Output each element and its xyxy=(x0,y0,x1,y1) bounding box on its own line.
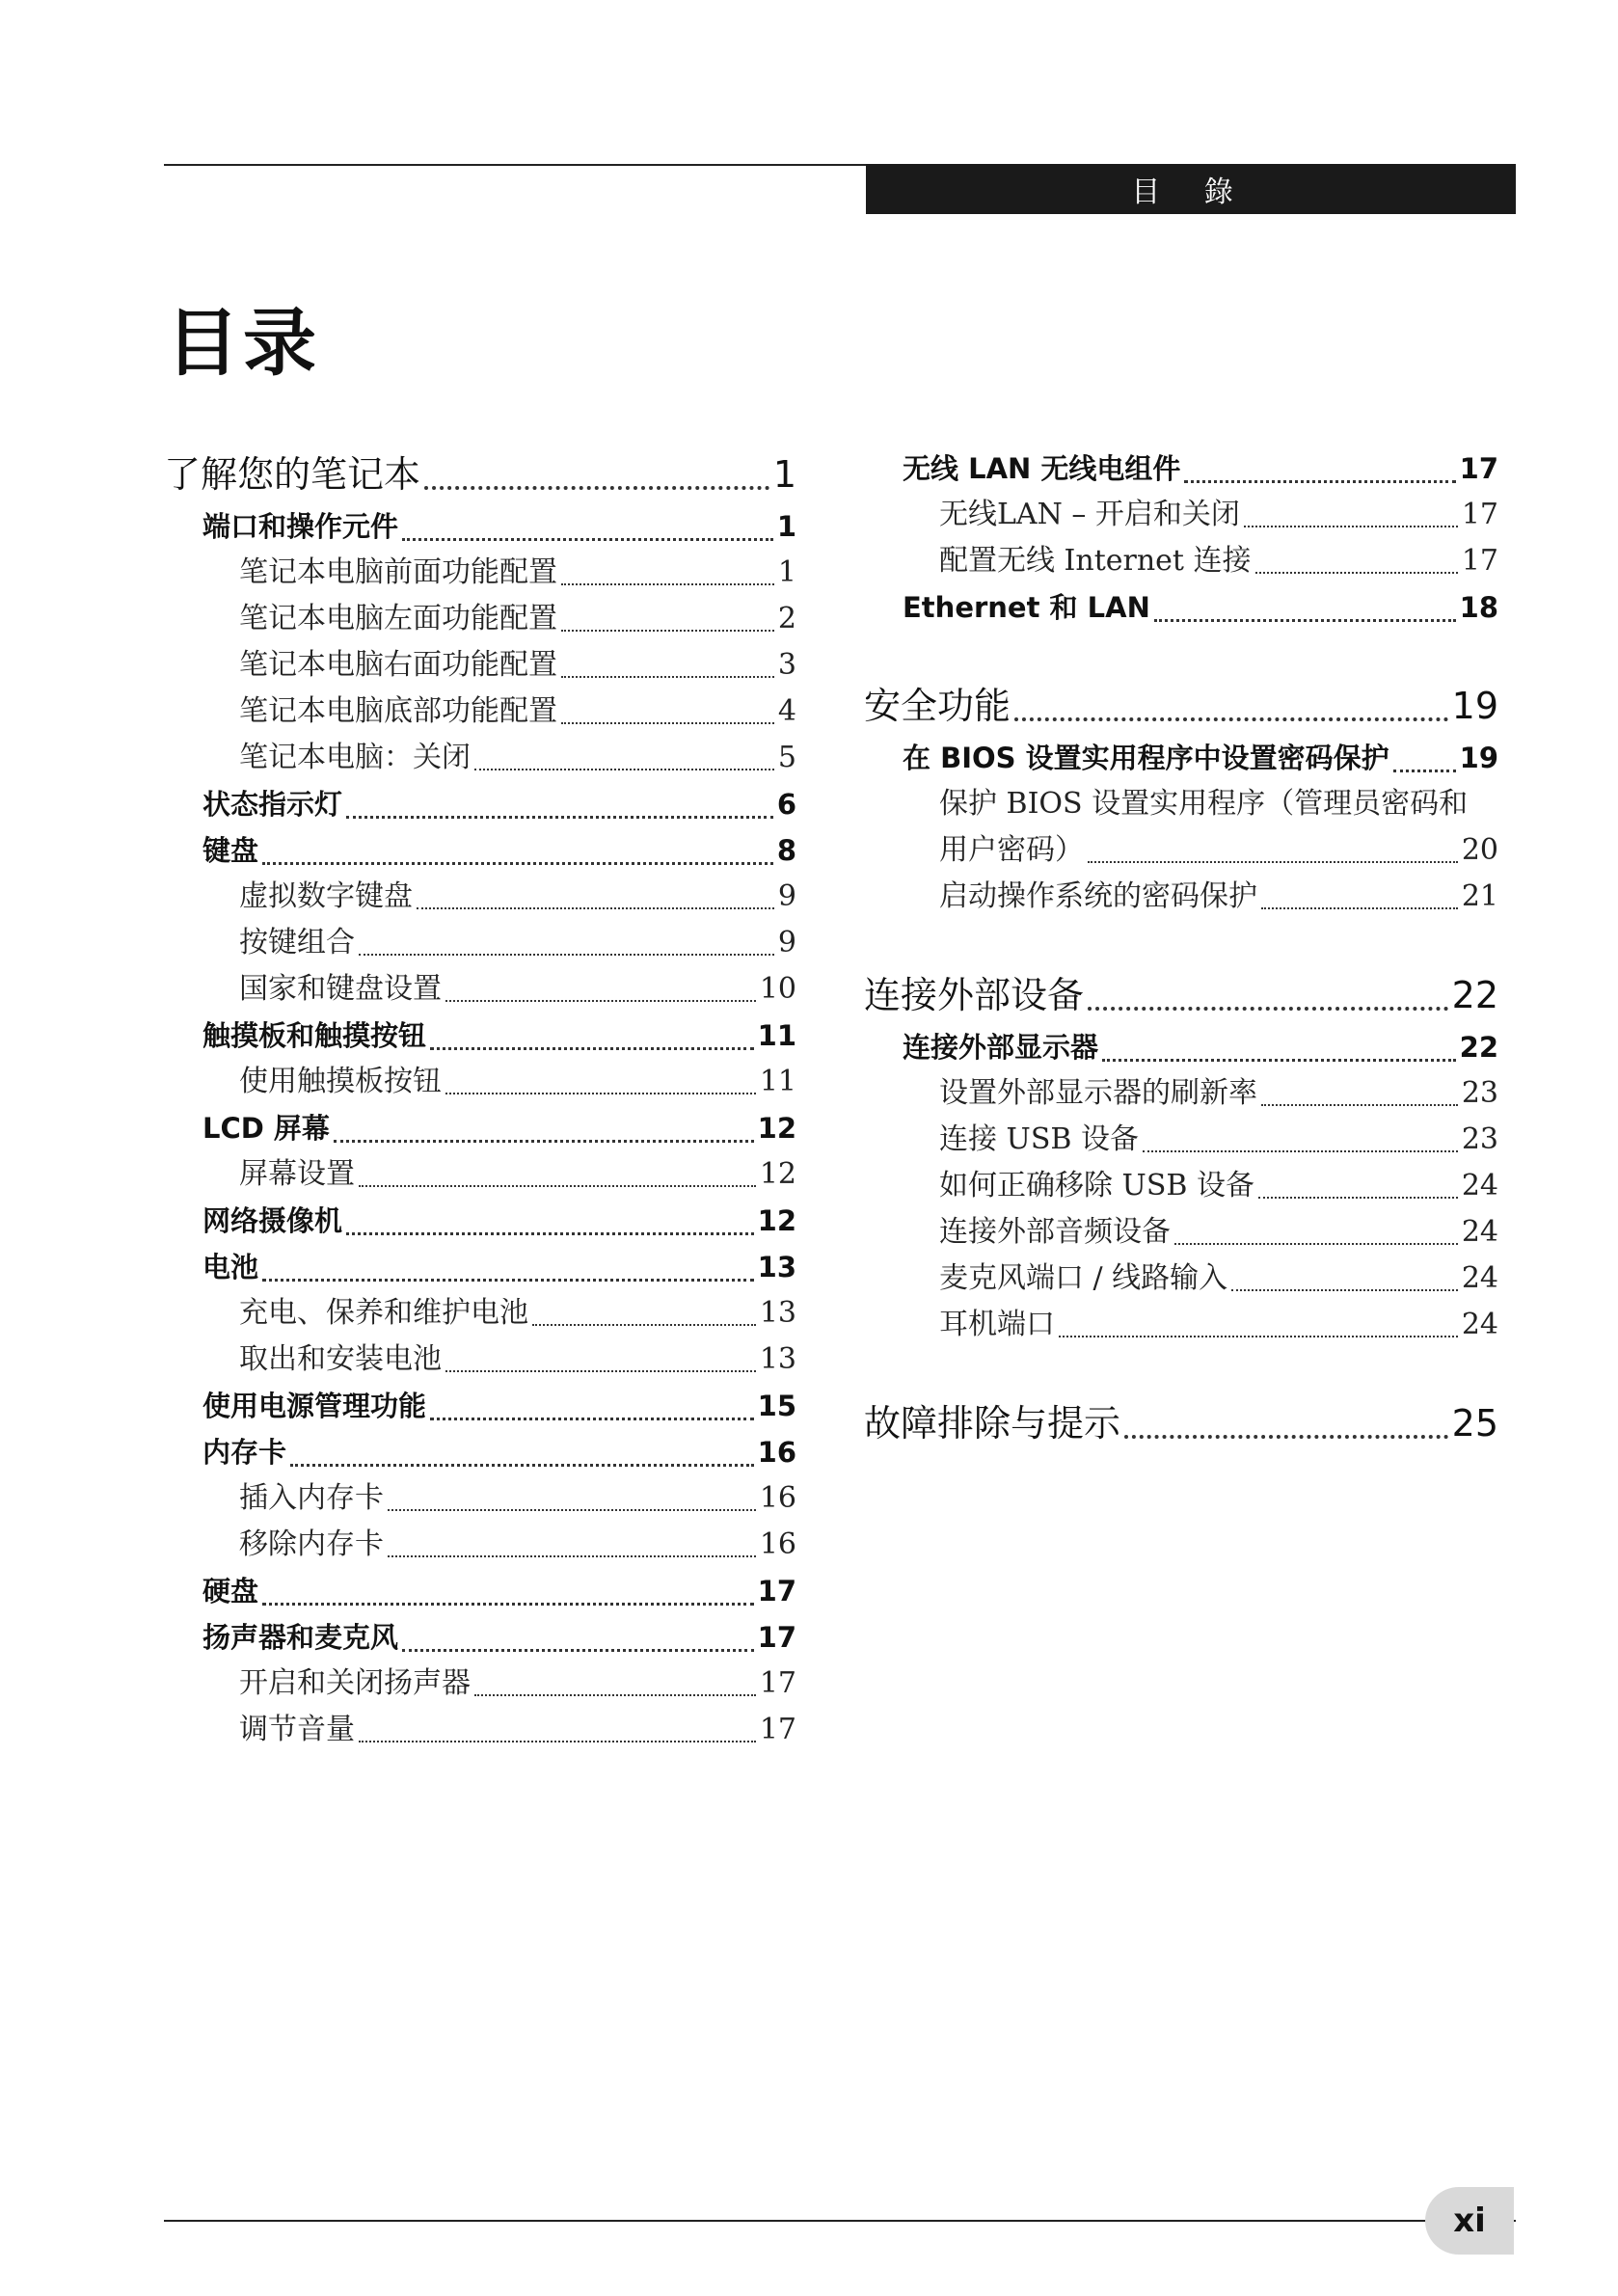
dot-leader xyxy=(262,1279,754,1282)
toc-entry-level-2[interactable] xyxy=(164,1105,796,1151)
toc-entry-page: 17 xyxy=(759,1666,796,1700)
toc-entry-level-2[interactable] xyxy=(164,1383,796,1429)
toc-entry-level-2[interactable] xyxy=(864,584,1498,631)
toc-entry-label: 网络摄像机 xyxy=(202,1204,343,1237)
dot-leader xyxy=(359,1741,756,1742)
toc-entry-label: 笔记本电脑前面功能配置 xyxy=(239,555,557,589)
toc-entry-level-3[interactable] xyxy=(864,538,1498,584)
dot-leader xyxy=(346,1232,754,1235)
dot-leader xyxy=(359,954,774,956)
dot-leader xyxy=(561,676,774,678)
toc-entry-level-3[interactable] xyxy=(864,874,1498,920)
toc-entry-level-3[interactable] xyxy=(864,1070,1498,1117)
toc-entry-level-3[interactable] xyxy=(864,492,1498,538)
toc-entry-label: 连接 USB 设备 xyxy=(939,1122,1139,1156)
toc-entry-page: 18 xyxy=(1459,591,1498,624)
toc-left-column xyxy=(164,446,796,1753)
toc-entry-label: 使用触摸板按钮 xyxy=(239,1065,442,1098)
dot-leader xyxy=(359,1185,756,1187)
toc-entry-level-2[interactable] xyxy=(864,735,1498,781)
toc-entry-page: 2 xyxy=(777,602,796,635)
toc-entry-label: 启动操作系统的密码保护 xyxy=(939,879,1257,913)
toc-entry-label: 设置外部显示器的刷新率 xyxy=(939,1076,1257,1110)
dot-leader xyxy=(346,816,773,819)
toc-entry-level-1[interactable] xyxy=(864,677,1498,735)
toc-entry-page: 10 xyxy=(759,972,796,1006)
toc-entry-page: 1 xyxy=(776,510,796,543)
dot-leader xyxy=(561,583,774,585)
toc-entry-level-1[interactable] xyxy=(164,446,796,503)
toc-entry-label: 了解您的笔记本 xyxy=(164,453,421,496)
toc-entry-page: 8 xyxy=(776,834,796,867)
dot-leader xyxy=(1255,572,1458,574)
dot-leader xyxy=(1231,1289,1458,1291)
toc-entry-level-2[interactable] xyxy=(164,827,796,874)
toc-entry-level-2[interactable] xyxy=(164,503,796,550)
toc-entry-label: 连接外部音频设备 xyxy=(939,1215,1171,1249)
toc-entry-page: 22 xyxy=(1459,1031,1498,1064)
toc-entry-level-2[interactable] xyxy=(164,1244,796,1290)
toc-entry-label: 状态指示灯 xyxy=(202,788,343,821)
dot-leader xyxy=(1059,1336,1458,1337)
toc-entry-level-3[interactable] xyxy=(164,1707,796,1753)
toc-entry-page: 24 xyxy=(1461,1215,1498,1249)
dot-leader xyxy=(1184,480,1455,483)
toc-entry-label: 用户密码） xyxy=(939,833,1084,867)
page-number: xi xyxy=(1453,2201,1486,2240)
toc-entry-level-3[interactable] xyxy=(164,596,796,642)
toc-entry-page: 17 xyxy=(1461,544,1498,578)
toc-entry-page: 19 xyxy=(1459,742,1498,774)
toc-entry-level-3[interactable] xyxy=(164,1475,796,1522)
toc-entry-page: 1 xyxy=(772,453,796,496)
toc-entry-label: 端口和操作元件 xyxy=(202,510,399,543)
dot-leader xyxy=(424,486,769,490)
section-header-label: 目 錄 xyxy=(1131,176,1251,209)
toc-entry-label: 无线LAN – 开启和关闭 xyxy=(939,498,1240,531)
toc-entry-level-3[interactable] xyxy=(164,920,796,966)
dot-leader xyxy=(262,1603,754,1606)
toc-entry-label: 触摸板和触摸按钮 xyxy=(202,1019,427,1052)
toc-entry-level-2[interactable] xyxy=(164,1013,796,1059)
dot-leader xyxy=(290,1464,754,1467)
dot-leader xyxy=(532,1324,756,1326)
dot-leader xyxy=(1261,907,1458,909)
toc-entry-page: 15 xyxy=(757,1390,796,1422)
toc-entry-level-3[interactable] xyxy=(164,874,796,920)
toc-entry-page: 13 xyxy=(759,1296,796,1330)
toc-entry-page: 19 xyxy=(1451,685,1498,727)
toc-entry-level-1[interactable] xyxy=(864,966,1498,1024)
dot-leader xyxy=(445,1000,756,1002)
toc-entry-page: 17 xyxy=(757,1621,796,1654)
toc-entry-level-3[interactable] xyxy=(164,1661,796,1707)
section-spacer xyxy=(864,1348,1498,1394)
toc-entry-level-3[interactable] xyxy=(164,1522,796,1568)
dot-leader xyxy=(561,630,774,632)
toc-entry-page: 17 xyxy=(759,1713,796,1746)
toc-entry-page: 23 xyxy=(1461,1076,1498,1110)
toc-entry-label: 使用电源管理功能 xyxy=(202,1390,427,1422)
toc-entry-label: 调节音量 xyxy=(239,1713,355,1746)
dot-leader xyxy=(1102,1059,1456,1062)
dot-leader xyxy=(430,1047,754,1050)
toc-entry-page: 23 xyxy=(1461,1122,1498,1156)
toc-entry-level-3[interactable] xyxy=(864,1302,1498,1348)
toc-entry-page: 24 xyxy=(1461,1308,1498,1341)
page-title: 目录 xyxy=(166,300,320,386)
dot-leader xyxy=(430,1418,754,1420)
section-spacer xyxy=(864,920,1498,966)
toc-entry-label: 安全功能 xyxy=(864,685,1011,727)
dot-leader xyxy=(262,862,773,865)
toc-entry-label: 电池 xyxy=(202,1251,259,1283)
toc-entry-level-3[interactable] xyxy=(864,1209,1498,1256)
toc-right-column xyxy=(864,446,1498,1452)
toc-entry-page: 25 xyxy=(1451,1402,1498,1445)
toc-entry-label: 笔记本电脑：关闭 xyxy=(239,741,471,774)
toc-entry-page: 22 xyxy=(1451,974,1498,1016)
toc-entry-label: LCD 屏幕 xyxy=(202,1112,330,1145)
toc-entry-label: 硬盘 xyxy=(202,1575,259,1607)
toc-entry-level-2[interactable] xyxy=(164,1429,796,1475)
dot-leader xyxy=(1143,1150,1458,1152)
dot-leader xyxy=(417,907,774,909)
dot-leader xyxy=(1154,619,1456,622)
toc-entry-label: 扬声器和麦克风 xyxy=(202,1621,399,1654)
toc-entry-level-3[interactable] xyxy=(864,827,1498,874)
toc-entry-level-3[interactable] xyxy=(164,642,796,689)
section-header-bar xyxy=(866,164,1516,214)
toc-entry-page: 17 xyxy=(757,1575,796,1607)
dot-leader xyxy=(1174,1243,1458,1245)
toc-entry-label: 虚拟数字键盘 xyxy=(239,879,413,913)
dot-leader xyxy=(445,1370,756,1372)
dot-leader xyxy=(474,769,774,770)
dot-leader xyxy=(1088,1007,1448,1011)
toc-entry-label: 插入内存卡 xyxy=(239,1481,384,1515)
toc-entry-page: 17 xyxy=(1459,452,1498,485)
toc-entry-label: 按键组合 xyxy=(239,926,355,959)
dot-leader xyxy=(388,1509,756,1511)
toc-entry-label: 开启和关闭扬声器 xyxy=(239,1666,471,1700)
toc-entry-page: 13 xyxy=(759,1342,796,1376)
toc-entry-page: 11 xyxy=(759,1065,796,1098)
toc-entry-level-2[interactable] xyxy=(164,781,796,827)
toc-entry-page: 9 xyxy=(777,926,796,959)
toc-entry-label: 麦克风端口 / 线路输入 xyxy=(939,1261,1228,1295)
toc-entry-page: 3 xyxy=(777,648,796,682)
toc-entry-level-2[interactable] xyxy=(864,1024,1498,1070)
toc-entry-label: Ethernet 和 LAN xyxy=(903,591,1150,624)
toc-entry-level-3[interactable] xyxy=(164,1059,796,1105)
toc-entry-label: 充电、保养和维护电池 xyxy=(239,1296,528,1330)
toc-entry-label: 取出和安装电池 xyxy=(239,1342,442,1376)
toc-entry-level-3[interactable] xyxy=(164,1290,796,1337)
toc-entry-level-3[interactable] xyxy=(164,966,796,1013)
toc-entry-page: 12 xyxy=(757,1112,796,1145)
toc-entry-label: 国家和键盘设置 xyxy=(239,972,442,1006)
toc-entry-level-2[interactable] xyxy=(864,446,1498,492)
dot-leader xyxy=(1088,861,1458,863)
toc-entry-label: 故障排除与提示 xyxy=(864,1402,1121,1445)
page-number-tab xyxy=(1425,2187,1514,2255)
dot-leader xyxy=(1124,1435,1448,1439)
toc-entry-page: 24 xyxy=(1461,1261,1498,1295)
toc-entry-label: 键盘 xyxy=(202,834,259,867)
toc-entry-label: 连接外部显示器 xyxy=(903,1031,1099,1064)
toc-entry-label: 配置无线 Internet 连接 xyxy=(939,544,1252,578)
toc-entry-label: 笔记本电脑右面功能配置 xyxy=(239,648,557,682)
dot-leader xyxy=(1244,526,1458,527)
toc-entry-label: 如何正确移除 USB 设备 xyxy=(939,1169,1254,1202)
toc-entry-line: 保护 BIOS 设置实用程序（管理员密码和 xyxy=(939,787,1469,821)
toc-entry-label: 在 BIOS 设置实用程序中设置密码保护 xyxy=(903,742,1389,774)
toc-entry-page: 20 xyxy=(1461,833,1498,867)
toc-entry-page: 12 xyxy=(757,1204,796,1237)
toc-entry-label: 无线 LAN 无线电组件 xyxy=(903,452,1181,485)
toc-entry-label: 移除内存卡 xyxy=(239,1527,384,1561)
toc-entry-page: 1 xyxy=(777,555,796,589)
dot-leader xyxy=(334,1140,754,1143)
toc-entry-label: 笔记本电脑底部功能配置 xyxy=(239,694,557,728)
dot-leader xyxy=(1258,1197,1458,1199)
toc-entry-level-3[interactable] xyxy=(164,1151,796,1198)
dot-leader xyxy=(1393,770,1456,772)
toc-entry-level-3[interactable] xyxy=(864,1256,1498,1302)
toc-entry-page: 12 xyxy=(759,1157,796,1191)
toc-entry-page: 4 xyxy=(777,694,796,728)
toc-entry-level-3[interactable] xyxy=(164,735,796,781)
toc-entry-level-3[interactable] xyxy=(164,1337,796,1383)
toc-entry-level-2[interactable] xyxy=(164,1614,796,1661)
dot-leader xyxy=(402,1649,754,1652)
toc-entry-level-2[interactable] xyxy=(164,1198,796,1244)
section-spacer xyxy=(864,631,1498,677)
bottom-rule xyxy=(164,2220,1516,2222)
toc-entry-level-3[interactable] xyxy=(164,689,796,735)
toc-entry-label: 内存卡 xyxy=(202,1436,287,1469)
toc-entry-page: 5 xyxy=(777,741,796,774)
dot-leader xyxy=(561,722,774,724)
toc-entry-label: 连接外部设备 xyxy=(864,974,1085,1016)
dot-leader xyxy=(1261,1104,1458,1106)
toc-entry-label: 笔记本电脑左面功能配置 xyxy=(239,602,557,635)
dot-leader xyxy=(445,1093,756,1094)
toc-entry-level-3[interactable] xyxy=(164,550,796,596)
toc-entry-page: 16 xyxy=(759,1527,796,1561)
toc-entry-page: 21 xyxy=(1461,879,1498,913)
toc-entry-page: 17 xyxy=(1461,498,1498,531)
toc-entry-label: 屏幕设置 xyxy=(239,1157,355,1191)
toc-entry-page: 13 xyxy=(757,1251,796,1283)
toc-entry-page: 16 xyxy=(759,1481,796,1515)
dot-leader xyxy=(402,538,773,541)
dot-leader xyxy=(1014,717,1448,721)
toc-entry-page: 11 xyxy=(757,1019,796,1052)
toc-entry-page: 9 xyxy=(777,879,796,913)
toc-entry-page: 6 xyxy=(776,788,796,821)
toc-entry-level-2[interactable] xyxy=(164,1568,796,1614)
toc-entry-label: 耳机端口 xyxy=(939,1308,1055,1341)
toc-entry-level-3[interactable] xyxy=(864,1163,1498,1209)
toc-entry-page: 16 xyxy=(757,1436,796,1469)
dot-leader xyxy=(474,1694,756,1696)
toc-entry-level-1[interactable] xyxy=(864,1394,1498,1452)
toc-entry-level-3[interactable] xyxy=(864,1117,1498,1163)
toc-entry-page: 24 xyxy=(1461,1169,1498,1202)
dot-leader xyxy=(388,1555,756,1557)
